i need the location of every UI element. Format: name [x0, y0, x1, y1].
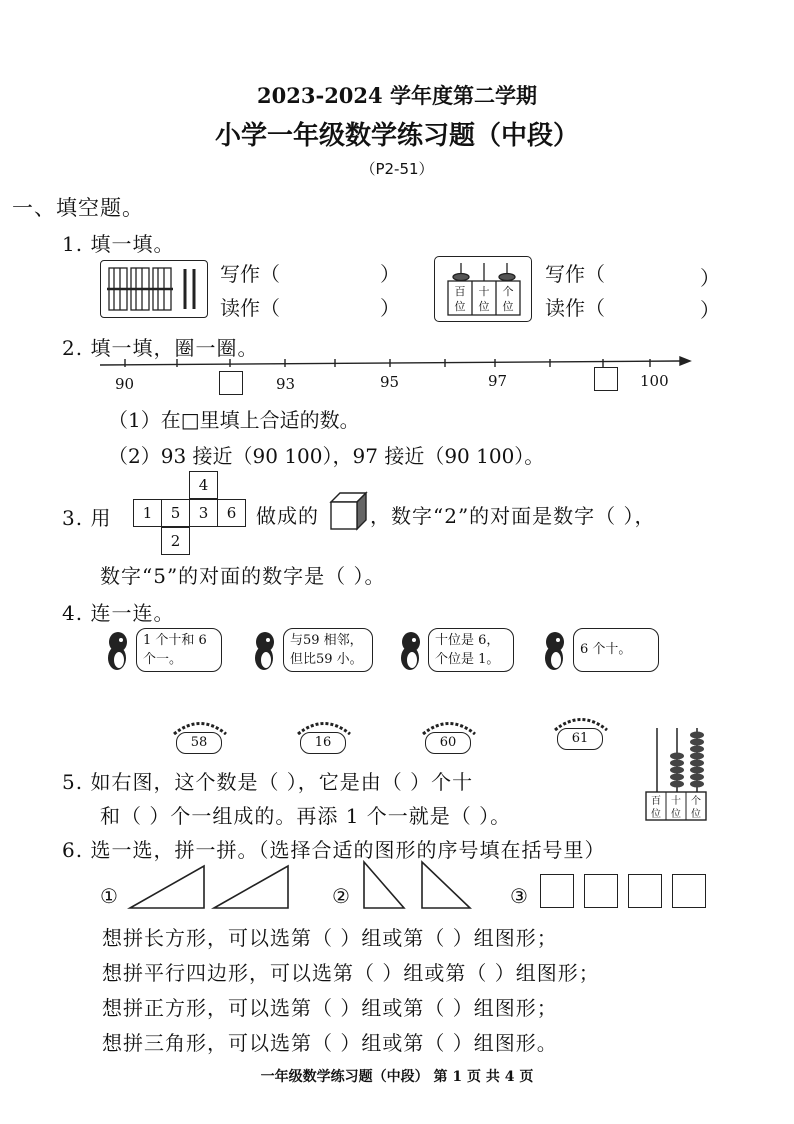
bubble-2: 与59 相邻， 但比59 小。	[283, 628, 373, 672]
square-1	[540, 874, 574, 908]
q2-sub1: （1）在□里填上合适的数。	[108, 408, 360, 432]
svg-text:位: 位	[651, 809, 661, 820]
q1-label: 1. 填一填。	[62, 232, 175, 256]
svg-text:个: 个	[691, 796, 701, 807]
number-16: 16	[300, 732, 346, 754]
option-2-triangles	[360, 860, 480, 912]
q1-close: ）	[380, 262, 400, 286]
svg-text:十: 十	[671, 796, 681, 807]
net-cell-1: 1	[133, 499, 162, 527]
bubble-1: 1 个十和 6 个一。	[136, 628, 222, 672]
number-58: 58	[176, 732, 222, 754]
number-60: 60	[425, 732, 471, 754]
svg-text:十: 十	[478, 285, 490, 298]
page-code: （P2-51）	[360, 160, 434, 178]
tick-label-93: 93	[276, 375, 296, 393]
q3-line2: 数字“5”的对面的数字是（ ）。	[100, 564, 386, 588]
main-title: 小学一年级数学练习题（中段）	[214, 121, 579, 151]
q4-label: 4. 连一连。	[62, 601, 175, 625]
section-title: 一、填空题。	[12, 196, 144, 220]
square-2	[584, 874, 618, 908]
svg-text:位: 位	[478, 300, 490, 313]
q2-sub2: （2）93 接近（90 100），97 接近（90 100）。	[108, 444, 545, 468]
penguin-icon	[540, 630, 570, 674]
svg-text:位: 位	[502, 300, 514, 313]
q1-write1: 写作（	[220, 262, 280, 286]
q1-read2: 读作（	[545, 296, 605, 320]
tick-label-95: 95	[380, 373, 400, 391]
page-footer: 一年级数学练习题（中段） 第 1 页 共 4 页	[260, 1069, 534, 1085]
q3-label-mid: 做成的	[256, 504, 319, 528]
option-1-triangles	[126, 864, 326, 912]
tick-label-100: 100	[640, 372, 669, 390]
option-1-label: ①	[100, 884, 118, 908]
q2-label: 2. 填一填，圈一圈。	[62, 336, 259, 360]
net-cell-top: 4	[189, 471, 218, 499]
net-cell-3: 3	[189, 499, 218, 527]
abacus-icon	[435, 257, 531, 321]
q5-line2: 和（ ）个一组成的。再添 1 个一就是（ ）。	[100, 804, 512, 828]
bubble-3: 十位是 6， 个位是 1。	[428, 628, 514, 672]
net-cell-6: 6	[217, 499, 246, 527]
penguin-icon	[250, 630, 280, 674]
q1-close: ）	[380, 296, 400, 320]
number-61: 61	[557, 728, 603, 750]
q3-label-pre: 3. 用	[62, 506, 112, 530]
tick-label-90: 90	[115, 375, 135, 393]
abacus-q5-icon	[643, 726, 707, 822]
year-title: 2023-2024 学年度第二学期	[257, 83, 537, 108]
svg-text:百: 百	[454, 285, 466, 298]
svg-text:个: 个	[502, 285, 514, 298]
q6-line-rectangle: 想拼长方形，可以选第（ ）组或第（ ）组图形；	[102, 926, 558, 950]
blank-box-92[interactable]	[219, 371, 243, 395]
q6-line-square: 想拼正方形，可以选第（ ）组或第（ ）组图形；	[102, 996, 558, 1020]
square-4	[672, 874, 706, 908]
penguin-icon	[396, 630, 426, 674]
svg-text:百: 百	[651, 796, 661, 807]
q1-read1: 读作（	[220, 296, 280, 320]
q6-line-parallelogram: 想拼平行四边形，可以选第（ ）组或第（ ）组图形；	[102, 961, 600, 985]
option-3-label: ③	[510, 884, 528, 908]
q1-close: ）	[700, 298, 720, 322]
cube-icon	[328, 490, 370, 532]
option-2-label: ②	[332, 884, 350, 908]
q1-write2: 写作（	[545, 262, 605, 286]
bubble-4: 6 个十。	[573, 628, 659, 672]
penguin-icon	[103, 630, 133, 674]
q6-label: 6. 选一选，拼一拼。（选择合适的图形的序号填在括号里）	[62, 838, 606, 862]
abacus-box	[434, 256, 532, 322]
net-cell-5: 5	[161, 499, 190, 527]
svg-text:位: 位	[671, 809, 681, 820]
net-cell-bottom: 2	[161, 527, 190, 555]
square-3	[628, 874, 662, 908]
tick-label-97: 97	[488, 372, 508, 390]
q3-label-post: ，数字“2”的对面是数字（ ），	[370, 504, 656, 528]
q1-close: ）	[700, 266, 720, 290]
counting-sticks-box	[100, 260, 208, 318]
svg-text:位: 位	[691, 809, 701, 820]
blank-box-99[interactable]	[594, 367, 618, 391]
bundled-sticks-icon	[101, 261, 207, 317]
q5-line1: 5. 如右图，这个数是（ ），它是由（ ）个十	[62, 770, 474, 794]
q6-line-triangle: 想拼三角形，可以选第（ ）组或第（ ）组图形。	[102, 1031, 558, 1055]
svg-text:位: 位	[454, 300, 466, 313]
